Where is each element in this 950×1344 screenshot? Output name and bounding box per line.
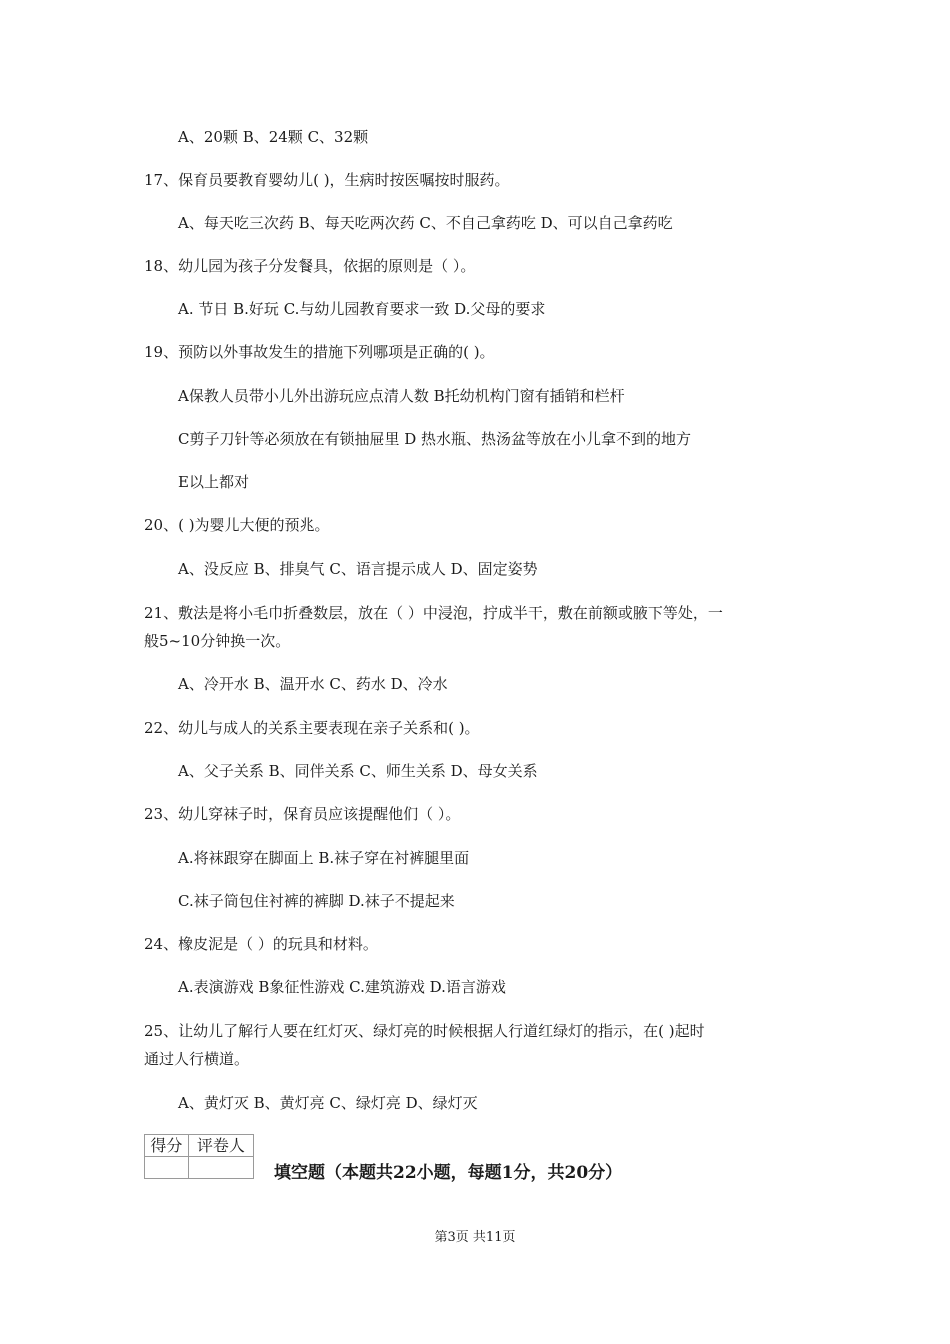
- q16-options: A、20颗 B、24颗 C、32颗: [178, 128, 369, 146]
- score-table: [144, 1134, 254, 1179]
- q19-option-e: E以上都对: [178, 473, 249, 491]
- q17-options: A、每天吃三次药 B、每天吃两次药 C、不自己拿药吃 D、可以自己拿药吃: [178, 214, 673, 232]
- grader-cell: [188, 1157, 253, 1179]
- q18-options: A. 节日 B.好玩 C.与幼儿园教育要求一致 D.父母的要求: [178, 300, 546, 318]
- section-title: 填空题（本题共22小题，每题1分，共20分）: [274, 1163, 623, 1183]
- q20-stem: 20、( )为婴儿大便的预兆。: [144, 516, 330, 534]
- score-header: 得分: [145, 1135, 189, 1157]
- q21-stem: 21、敷法是将小毛巾折叠数层，放在（ ）中浸泡，拧成半干，敷在前额或腋下等处，一: [144, 604, 723, 622]
- q17-stem: 17、保育员要教育婴幼儿( )，生病时按医嘱按时服药。: [144, 171, 510, 189]
- score-cell: [145, 1157, 189, 1179]
- q22-options: A、父子关系 B、同伴关系 C、师生关系 D、母女关系: [178, 762, 538, 780]
- q25-stem-cont: 通过人行横道。: [144, 1050, 250, 1068]
- q21-stem-cont: 般5~10分钟换一次。: [144, 632, 291, 650]
- q23-options-cd: C.袜子筒包住衬裤的裤脚 D.袜子不提起来: [178, 892, 455, 910]
- q24-stem: 24、橡皮泥是（ ）的玩具和材料。: [144, 935, 378, 953]
- q20-options: A、没反应 B、排臭气 C、语言提示成人 D、固定姿势: [178, 560, 538, 578]
- q21-options: A、冷开水 B、温开水 C、药水 D、冷水: [178, 675, 448, 693]
- q19-options-cd: C剪子刀针等必须放在有锁抽屉里 D 热水瓶、热汤盆等放在小儿拿不到的地方: [178, 430, 692, 448]
- q25-stem: 25、让幼儿了解行人要在红灯灭、绿灯亮的时候根据人行道红绿灯的指示，在( )起时: [144, 1022, 705, 1040]
- q23-options-ab: A.将袜跟穿在脚面上 B.袜子穿在衬裤腿里面: [178, 849, 470, 867]
- q24-options: A.表演游戏 B象征性游戏 C.建筑游戏 D.语言游戏: [178, 978, 506, 996]
- page-footer: 第3页 共11页: [434, 1230, 516, 1245]
- q22-stem: 22、幼儿与成人的关系主要表现在亲子关系和( )。: [144, 719, 480, 737]
- grader-header: 评卷人: [188, 1135, 253, 1157]
- q23-stem: 23、幼儿穿袜子时，保育员应该提醒他们（ ）。: [144, 805, 461, 823]
- q18-stem: 18、幼儿园为孩子分发餐具，依据的原则是（ ）。: [144, 257, 476, 275]
- q19-stem: 19、预防以外事故发生的措施下列哪项是正确的( )。: [144, 343, 495, 361]
- q25-options: A、黄灯灭 B、黄灯亮 C、绿灯亮 D、绿灯灭: [178, 1094, 478, 1112]
- q19-options-ab: A保教人员带小儿外出游玩应点清人数 B托幼机构门窗有插销和栏杆: [178, 387, 625, 405]
